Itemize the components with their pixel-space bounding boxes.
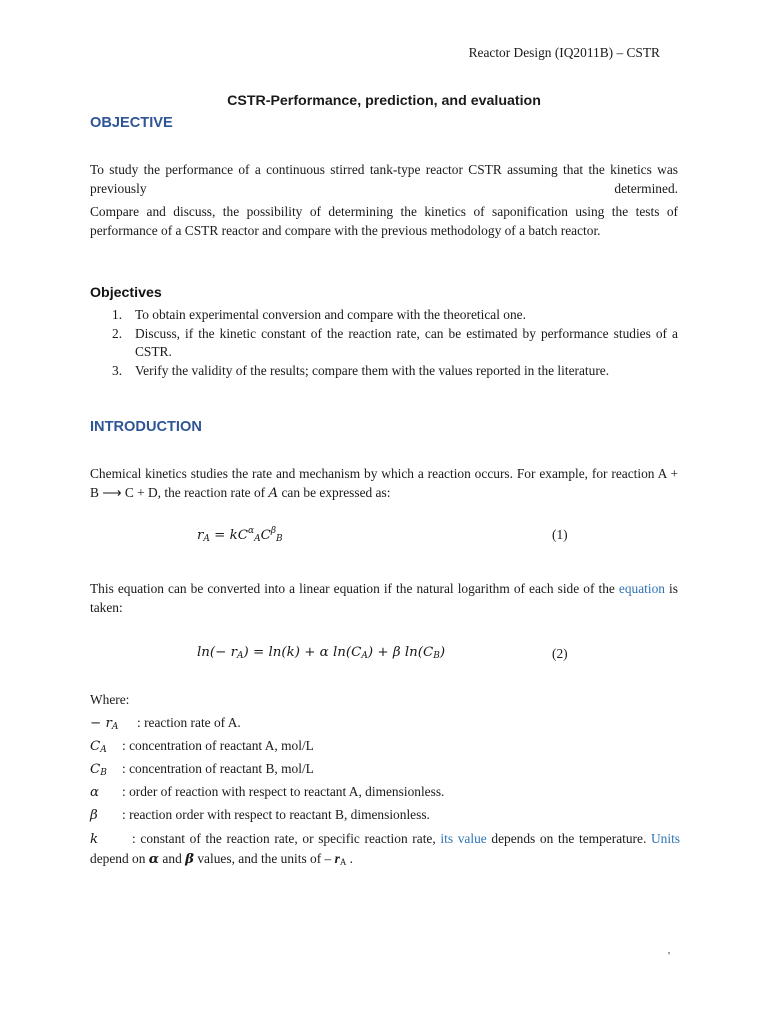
k-desc-d: values, and the units of – xyxy=(194,850,335,866)
introduction-heading: INTRODUCTION xyxy=(90,419,202,435)
definition-row xyxy=(90,714,680,737)
objective-paragraph-2 xyxy=(90,203,678,240)
definition-symbol: k xyxy=(90,832,99,847)
objective-paragraph-1 xyxy=(90,161,678,198)
intro-p1-symbol: A xyxy=(268,485,279,501)
eq1-c1-sup: α xyxy=(248,526,255,536)
equation-link[interactable]: equation xyxy=(618,581,665,596)
eq1-c2-sub: B xyxy=(276,534,283,544)
definition-row xyxy=(90,806,680,829)
r-symbol: r xyxy=(334,850,340,866)
page-mark: ' xyxy=(668,950,670,962)
definition-text: : order of reaction with respect to reactant A, dimensionless. xyxy=(122,784,445,799)
objectives-list-item xyxy=(90,362,678,381)
list-item-text: Discuss, if the kinetic constant of the reaction rate, can be estimated by performance studies of a CSTR. xyxy=(135,325,678,359)
list-item-number: 1. xyxy=(112,307,123,322)
definition-row xyxy=(90,783,680,806)
list-item-number: 3. xyxy=(112,362,123,378)
definition-text: : concentration of reactant A, mol/L xyxy=(122,738,314,753)
definition-symbol xyxy=(90,738,122,760)
eq2-sub-c: B xyxy=(433,651,440,661)
objective-paragraph-1-text: To study the performance of a continuous stirred tank-type reactor CSTR assuming that the kinetics was previously determined. xyxy=(90,162,678,196)
eq1-c2: C xyxy=(260,528,271,543)
alpha-symbol: α xyxy=(148,850,160,867)
symbol-text: β xyxy=(90,808,98,823)
eq2-part-d: ) xyxy=(439,645,446,660)
k-and: and xyxy=(159,850,186,866)
definition-symbol xyxy=(90,807,122,829)
definition-row xyxy=(90,737,680,760)
definition-symbol xyxy=(90,715,137,737)
definition-row xyxy=(90,760,680,783)
definition-text: : reaction order with respect to reactant B, dimensionless. xyxy=(122,807,430,822)
intro-p2-text-b: is taken: xyxy=(90,581,678,615)
equation-1-number: (1) xyxy=(552,527,568,542)
eq1-lhs-sub: A xyxy=(203,534,210,544)
running-header: Reactor Design (IQ2011B) – CSTR xyxy=(468,45,660,60)
eq1-equals: = xyxy=(209,528,230,543)
list-item-number: 2. xyxy=(112,325,123,341)
intro-p2-text-a: This equation can be converted into a linear equation if the natural logarithm of each side of the xyxy=(90,581,619,596)
eq1-c1: C xyxy=(237,528,249,543)
k-desc-c: depend on xyxy=(90,850,149,866)
objectives-heading: Objectives xyxy=(90,285,162,301)
definition-symbol xyxy=(90,761,122,783)
definition-text: : reaction rate of A. xyxy=(137,715,241,730)
equation-1 xyxy=(197,526,283,544)
eq1-c1-sub: A xyxy=(254,534,261,544)
definition-row-k xyxy=(90,830,680,871)
eq1-c2-sup: β xyxy=(270,526,277,536)
eq2-sub-a: A xyxy=(237,651,244,661)
symbol-sub: A xyxy=(100,745,107,755)
objectives-list-item xyxy=(90,306,678,325)
introduction-paragraph-2 xyxy=(90,580,678,617)
k-end: . xyxy=(346,850,354,866)
equation-2-number: (2) xyxy=(552,646,568,661)
where-label: Where: xyxy=(90,692,130,707)
equation-2 xyxy=(197,645,445,661)
objective-paragraph-2-text: Compare and discuss, the possibility of determining the kinetics of saponification using the tests of performance of a CSTR reactor and compare with the previous methodology of a batch reactor. xyxy=(90,204,678,238)
intro-p1-text-b: can be expressed as: xyxy=(278,484,391,500)
list-item-text: Verify the validity of the results; compare them with the values reported in the literature. xyxy=(135,362,610,378)
document-title: CSTR-Performance, prediction, and evaluation xyxy=(227,93,541,109)
objectives-list-item xyxy=(90,325,678,362)
symbol-text: α xyxy=(90,785,100,800)
symbol-sub: B xyxy=(100,768,107,778)
units-link[interactable]: Units xyxy=(650,831,681,846)
k-desc-b: depends on the temperature. xyxy=(486,831,651,846)
eq2-sub-b: A xyxy=(361,651,368,661)
r-sub: A xyxy=(339,856,347,867)
eq2-part-b: ) = ln(k) + α ln(C xyxy=(243,645,362,660)
objectives-list xyxy=(90,306,678,380)
eq2-part-a: ln(− r xyxy=(197,645,238,660)
objective-heading: OBJECTIVE xyxy=(90,115,173,131)
intro-p1-text-a: Chemical kinetics studies the rate and mechanism by which a reaction occurs. For example, for reaction A + B ⟶ C + D, the reaction rate of xyxy=(90,466,678,500)
eq1-lhs: r xyxy=(197,528,204,543)
definition-text: : concentration of reactant B, mol/L xyxy=(122,761,314,776)
eq2-part-c: ) + β ln(C xyxy=(367,645,434,660)
symbol-sub: A xyxy=(111,722,119,732)
its-value-link[interactable]: its value xyxy=(440,831,487,846)
definition-symbol xyxy=(90,784,122,806)
symbol-text: − r xyxy=(90,716,112,731)
introduction-paragraph-1 xyxy=(90,465,678,503)
symbol-text: C xyxy=(90,762,101,777)
beta-symbol: β xyxy=(185,850,195,867)
list-item-text: To obtain experimental conversion and compare with the theoretical one. xyxy=(135,307,526,322)
k-desc-a: : constant of the reaction rate, or specific reaction rate, xyxy=(132,831,441,846)
eq1-k: k xyxy=(229,528,238,543)
symbol-text: C xyxy=(90,739,101,754)
